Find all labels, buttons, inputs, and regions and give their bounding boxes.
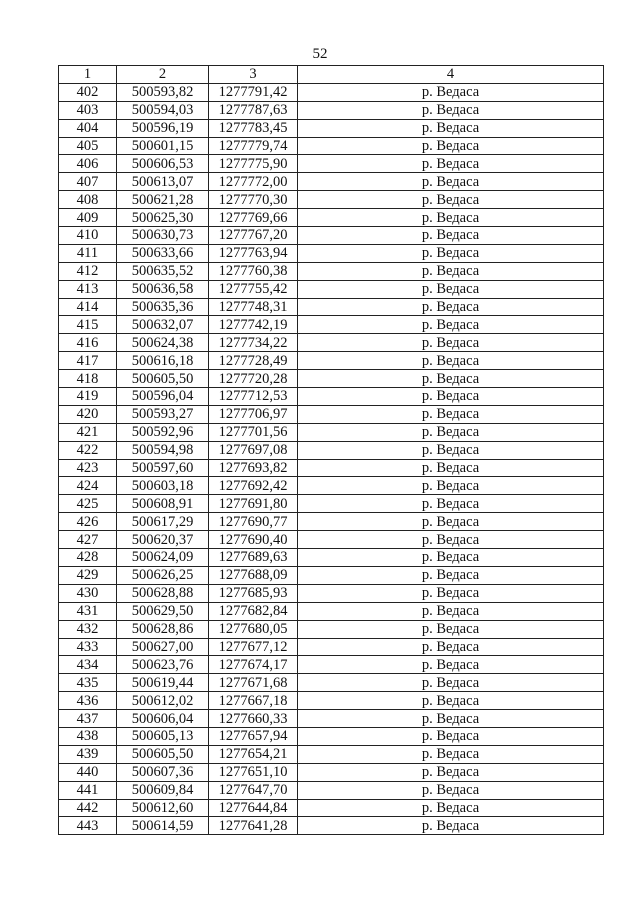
table-row <box>59 370 604 388</box>
y-coordinate-cell: 1277701,56 <box>209 423 298 441</box>
table-row <box>59 656 604 674</box>
x-coordinate-cell: 500594,98 <box>117 441 209 459</box>
point-number-cell: 407 <box>59 173 117 191</box>
table-row <box>59 316 604 334</box>
point-number-cell: 403 <box>59 101 117 119</box>
point-number-cell: 418 <box>59 370 117 388</box>
description-cell: р. Ведаса <box>298 405 604 423</box>
description-cell: р. Ведаса <box>298 388 604 406</box>
table-row <box>59 244 604 262</box>
description-cell: р. Ведаса <box>298 710 604 728</box>
x-coordinate-cell: 500636,58 <box>117 280 209 298</box>
point-number-cell: 428 <box>59 549 117 567</box>
table-row <box>59 423 604 441</box>
point-number-cell: 440 <box>59 763 117 781</box>
x-coordinate-cell: 500612,02 <box>117 692 209 710</box>
y-coordinate-cell: 1277755,42 <box>209 280 298 298</box>
point-number-cell: 419 <box>59 388 117 406</box>
point-number-cell: 429 <box>59 566 117 584</box>
column-header-4: 4 <box>298 66 604 84</box>
point-number-cell: 408 <box>59 191 117 209</box>
y-coordinate-cell: 1277712,53 <box>209 388 298 406</box>
description-cell: р. Ведаса <box>298 370 604 388</box>
y-coordinate-cell: 1277671,68 <box>209 674 298 692</box>
table-row <box>59 137 604 155</box>
x-coordinate-cell: 500607,36 <box>117 763 209 781</box>
table-row <box>59 227 604 245</box>
table-row <box>59 262 604 280</box>
y-coordinate-cell: 1277654,21 <box>209 745 298 763</box>
point-number-cell: 423 <box>59 459 117 477</box>
y-coordinate-cell: 1277644,84 <box>209 799 298 817</box>
point-number-cell: 439 <box>59 745 117 763</box>
description-cell: р. Ведаса <box>298 638 604 656</box>
table-row <box>59 280 604 298</box>
table-row <box>59 781 604 799</box>
y-coordinate-cell: 1277692,42 <box>209 477 298 495</box>
point-number-cell: 436 <box>59 692 117 710</box>
y-coordinate-cell: 1277685,93 <box>209 584 298 602</box>
y-coordinate-cell: 1277660,33 <box>209 710 298 728</box>
description-cell: р. Ведаса <box>298 441 604 459</box>
y-coordinate-cell: 1277690,77 <box>209 513 298 531</box>
y-coordinate-cell: 1277767,20 <box>209 227 298 245</box>
x-coordinate-cell: 500592,96 <box>117 423 209 441</box>
y-coordinate-cell: 1277693,82 <box>209 459 298 477</box>
y-coordinate-cell: 1277772,00 <box>209 173 298 191</box>
x-coordinate-cell: 500609,84 <box>117 781 209 799</box>
table-row <box>59 119 604 137</box>
y-coordinate-cell: 1277783,45 <box>209 119 298 137</box>
y-coordinate-cell: 1277657,94 <box>209 727 298 745</box>
y-coordinate-cell: 1277697,08 <box>209 441 298 459</box>
x-coordinate-cell: 500624,09 <box>117 549 209 567</box>
table-row <box>59 584 604 602</box>
y-coordinate-cell: 1277734,22 <box>209 334 298 352</box>
x-coordinate-cell: 500619,44 <box>117 674 209 692</box>
table-row <box>59 173 604 191</box>
point-number-cell: 443 <box>59 817 117 835</box>
point-number-cell: 410 <box>59 227 117 245</box>
table-row <box>59 674 604 692</box>
x-coordinate-cell: 500621,28 <box>117 191 209 209</box>
description-cell: р. Ведаса <box>298 244 604 262</box>
table-row <box>59 441 604 459</box>
table-header-row <box>59 66 604 84</box>
page-number: 52 <box>312 46 328 62</box>
table-row <box>59 549 604 567</box>
table-row <box>59 692 604 710</box>
y-coordinate-cell: 1277720,28 <box>209 370 298 388</box>
table-row <box>59 620 604 638</box>
y-coordinate-cell: 1277775,90 <box>209 155 298 173</box>
point-number-cell: 417 <box>59 352 117 370</box>
y-coordinate-cell: 1277760,38 <box>209 262 298 280</box>
table-row <box>59 817 604 835</box>
y-coordinate-cell: 1277682,84 <box>209 602 298 620</box>
description-cell: р. Ведаса <box>298 513 604 531</box>
y-coordinate-cell: 1277742,19 <box>209 316 298 334</box>
table-row <box>59 298 604 316</box>
x-coordinate-cell: 500632,07 <box>117 316 209 334</box>
table-row <box>59 638 604 656</box>
point-number-cell: 437 <box>59 710 117 728</box>
point-number-cell: 412 <box>59 262 117 280</box>
x-coordinate-cell: 500629,50 <box>117 602 209 620</box>
y-coordinate-cell: 1277691,80 <box>209 495 298 513</box>
table-body <box>59 83 604 834</box>
table-row <box>59 799 604 817</box>
description-cell: р. Ведаса <box>298 83 604 101</box>
x-coordinate-cell: 500603,18 <box>117 477 209 495</box>
x-coordinate-cell: 500616,18 <box>117 352 209 370</box>
x-coordinate-cell: 500596,04 <box>117 388 209 406</box>
point-number-cell: 442 <box>59 799 117 817</box>
description-cell: р. Ведаса <box>298 227 604 245</box>
description-cell: р. Ведаса <box>298 495 604 513</box>
table-row <box>59 477 604 495</box>
point-number-cell: 435 <box>59 674 117 692</box>
table-row <box>59 513 604 531</box>
description-cell: р. Ведаса <box>298 799 604 817</box>
table-row <box>59 566 604 584</box>
y-coordinate-cell: 1277677,12 <box>209 638 298 656</box>
point-number-cell: 402 <box>59 83 117 101</box>
x-coordinate-cell: 500606,53 <box>117 155 209 173</box>
table-row <box>59 495 604 513</box>
x-coordinate-cell: 500617,29 <box>117 513 209 531</box>
x-coordinate-cell: 500614,59 <box>117 817 209 835</box>
x-coordinate-cell: 500627,00 <box>117 638 209 656</box>
description-cell: р. Ведаса <box>298 781 604 799</box>
x-coordinate-cell: 500633,66 <box>117 244 209 262</box>
point-number-cell: 406 <box>59 155 117 173</box>
y-coordinate-cell: 1277674,17 <box>209 656 298 674</box>
y-coordinate-cell: 1277667,18 <box>209 692 298 710</box>
column-header-3: 3 <box>209 66 298 84</box>
table-row <box>59 745 604 763</box>
table-row <box>59 710 604 728</box>
y-coordinate-cell: 1277748,31 <box>209 298 298 316</box>
point-number-cell: 414 <box>59 298 117 316</box>
table-row <box>59 763 604 781</box>
description-cell: р. Ведаса <box>298 477 604 495</box>
description-cell: р. Ведаса <box>298 173 604 191</box>
y-coordinate-cell: 1277688,09 <box>209 566 298 584</box>
description-cell: р. Ведаса <box>298 584 604 602</box>
point-number-cell: 415 <box>59 316 117 334</box>
description-cell: р. Ведаса <box>298 155 604 173</box>
y-coordinate-cell: 1277779,74 <box>209 137 298 155</box>
point-number-cell: 413 <box>59 280 117 298</box>
x-coordinate-cell: 500612,60 <box>117 799 209 817</box>
x-coordinate-cell: 500605,50 <box>117 745 209 763</box>
y-coordinate-cell: 1277690,40 <box>209 531 298 549</box>
description-cell: р. Ведаса <box>298 316 604 334</box>
y-coordinate-cell: 1277769,66 <box>209 209 298 227</box>
x-coordinate-cell: 500613,07 <box>117 173 209 191</box>
table-row <box>59 405 604 423</box>
point-number-cell: 404 <box>59 119 117 137</box>
point-number-cell: 432 <box>59 620 117 638</box>
description-cell: р. Ведаса <box>298 656 604 674</box>
description-cell: р. Ведаса <box>298 334 604 352</box>
description-cell: р. Ведаса <box>298 423 604 441</box>
description-cell: р. Ведаса <box>298 817 604 835</box>
x-coordinate-cell: 500608,91 <box>117 495 209 513</box>
y-coordinate-cell: 1277770,30 <box>209 191 298 209</box>
column-header-1: 1 <box>59 66 117 84</box>
point-number-cell: 433 <box>59 638 117 656</box>
point-number-cell: 427 <box>59 531 117 549</box>
point-number-cell: 434 <box>59 656 117 674</box>
x-coordinate-cell: 500628,88 <box>117 584 209 602</box>
table-row <box>59 459 604 477</box>
description-cell: р. Ведаса <box>298 209 604 227</box>
point-number-cell: 431 <box>59 602 117 620</box>
y-coordinate-cell: 1277728,49 <box>209 352 298 370</box>
y-coordinate-cell: 1277680,05 <box>209 620 298 638</box>
description-cell: р. Ведаса <box>298 531 604 549</box>
point-number-cell: 441 <box>59 781 117 799</box>
point-number-cell: 438 <box>59 727 117 745</box>
x-coordinate-cell: 500594,03 <box>117 101 209 119</box>
x-coordinate-cell: 500601,15 <box>117 137 209 155</box>
x-coordinate-cell: 500593,27 <box>117 405 209 423</box>
column-header-2: 2 <box>117 66 209 84</box>
y-coordinate-cell: 1277763,94 <box>209 244 298 262</box>
table-row <box>59 334 604 352</box>
x-coordinate-cell: 500597,60 <box>117 459 209 477</box>
x-coordinate-cell: 500596,19 <box>117 119 209 137</box>
description-cell: р. Ведаса <box>298 620 604 638</box>
point-number-cell: 420 <box>59 405 117 423</box>
description-cell: р. Ведаса <box>298 191 604 209</box>
y-coordinate-cell: 1277706,97 <box>209 405 298 423</box>
description-cell: р. Ведаса <box>298 119 604 137</box>
x-coordinate-cell: 500630,73 <box>117 227 209 245</box>
point-number-cell: 426 <box>59 513 117 531</box>
description-cell: р. Ведаса <box>298 602 604 620</box>
table-row <box>59 531 604 549</box>
description-cell: р. Ведаса <box>298 459 604 477</box>
x-coordinate-cell: 500606,04 <box>117 710 209 728</box>
x-coordinate-cell: 500593,82 <box>117 83 209 101</box>
x-coordinate-cell: 500628,86 <box>117 620 209 638</box>
x-coordinate-cell: 500605,13 <box>117 727 209 745</box>
point-number-cell: 422 <box>59 441 117 459</box>
y-coordinate-cell: 1277791,42 <box>209 83 298 101</box>
description-cell: р. Ведаса <box>298 352 604 370</box>
x-coordinate-cell: 500625,30 <box>117 209 209 227</box>
description-cell: р. Ведаса <box>298 674 604 692</box>
description-cell: р. Ведаса <box>298 262 604 280</box>
x-coordinate-cell: 500626,25 <box>117 566 209 584</box>
x-coordinate-cell: 500605,50 <box>117 370 209 388</box>
table-row <box>59 388 604 406</box>
y-coordinate-cell: 1277689,63 <box>209 549 298 567</box>
description-cell: р. Ведаса <box>298 745 604 763</box>
table-row <box>59 352 604 370</box>
description-cell: р. Ведаса <box>298 549 604 567</box>
y-coordinate-cell: 1277647,70 <box>209 781 298 799</box>
description-cell: р. Ведаса <box>298 763 604 781</box>
y-coordinate-cell: 1277641,28 <box>209 817 298 835</box>
x-coordinate-cell: 500624,38 <box>117 334 209 352</box>
table-row <box>59 209 604 227</box>
description-cell: р. Ведаса <box>298 692 604 710</box>
y-coordinate-cell: 1277787,63 <box>209 101 298 119</box>
table-row <box>59 727 604 745</box>
point-number-cell: 409 <box>59 209 117 227</box>
description-cell: р. Ведаса <box>298 101 604 119</box>
description-cell: р. Ведаса <box>298 137 604 155</box>
description-cell: р. Ведаса <box>298 566 604 584</box>
table-row <box>59 83 604 101</box>
x-coordinate-cell: 500635,52 <box>117 262 209 280</box>
description-cell: р. Ведаса <box>298 727 604 745</box>
table-row <box>59 602 604 620</box>
coordinates-table <box>58 65 604 835</box>
x-coordinate-cell: 500635,36 <box>117 298 209 316</box>
point-number-cell: 424 <box>59 477 117 495</box>
table-row <box>59 191 604 209</box>
x-coordinate-cell: 500620,37 <box>117 531 209 549</box>
point-number-cell: 411 <box>59 244 117 262</box>
point-number-cell: 425 <box>59 495 117 513</box>
point-number-cell: 430 <box>59 584 117 602</box>
description-cell: р. Ведаса <box>298 298 604 316</box>
table-row <box>59 155 604 173</box>
point-number-cell: 405 <box>59 137 117 155</box>
table-row <box>59 101 604 119</box>
x-coordinate-cell: 500623,76 <box>117 656 209 674</box>
y-coordinate-cell: 1277651,10 <box>209 763 298 781</box>
point-number-cell: 416 <box>59 334 117 352</box>
point-number-cell: 421 <box>59 423 117 441</box>
description-cell: р. Ведаса <box>298 280 604 298</box>
